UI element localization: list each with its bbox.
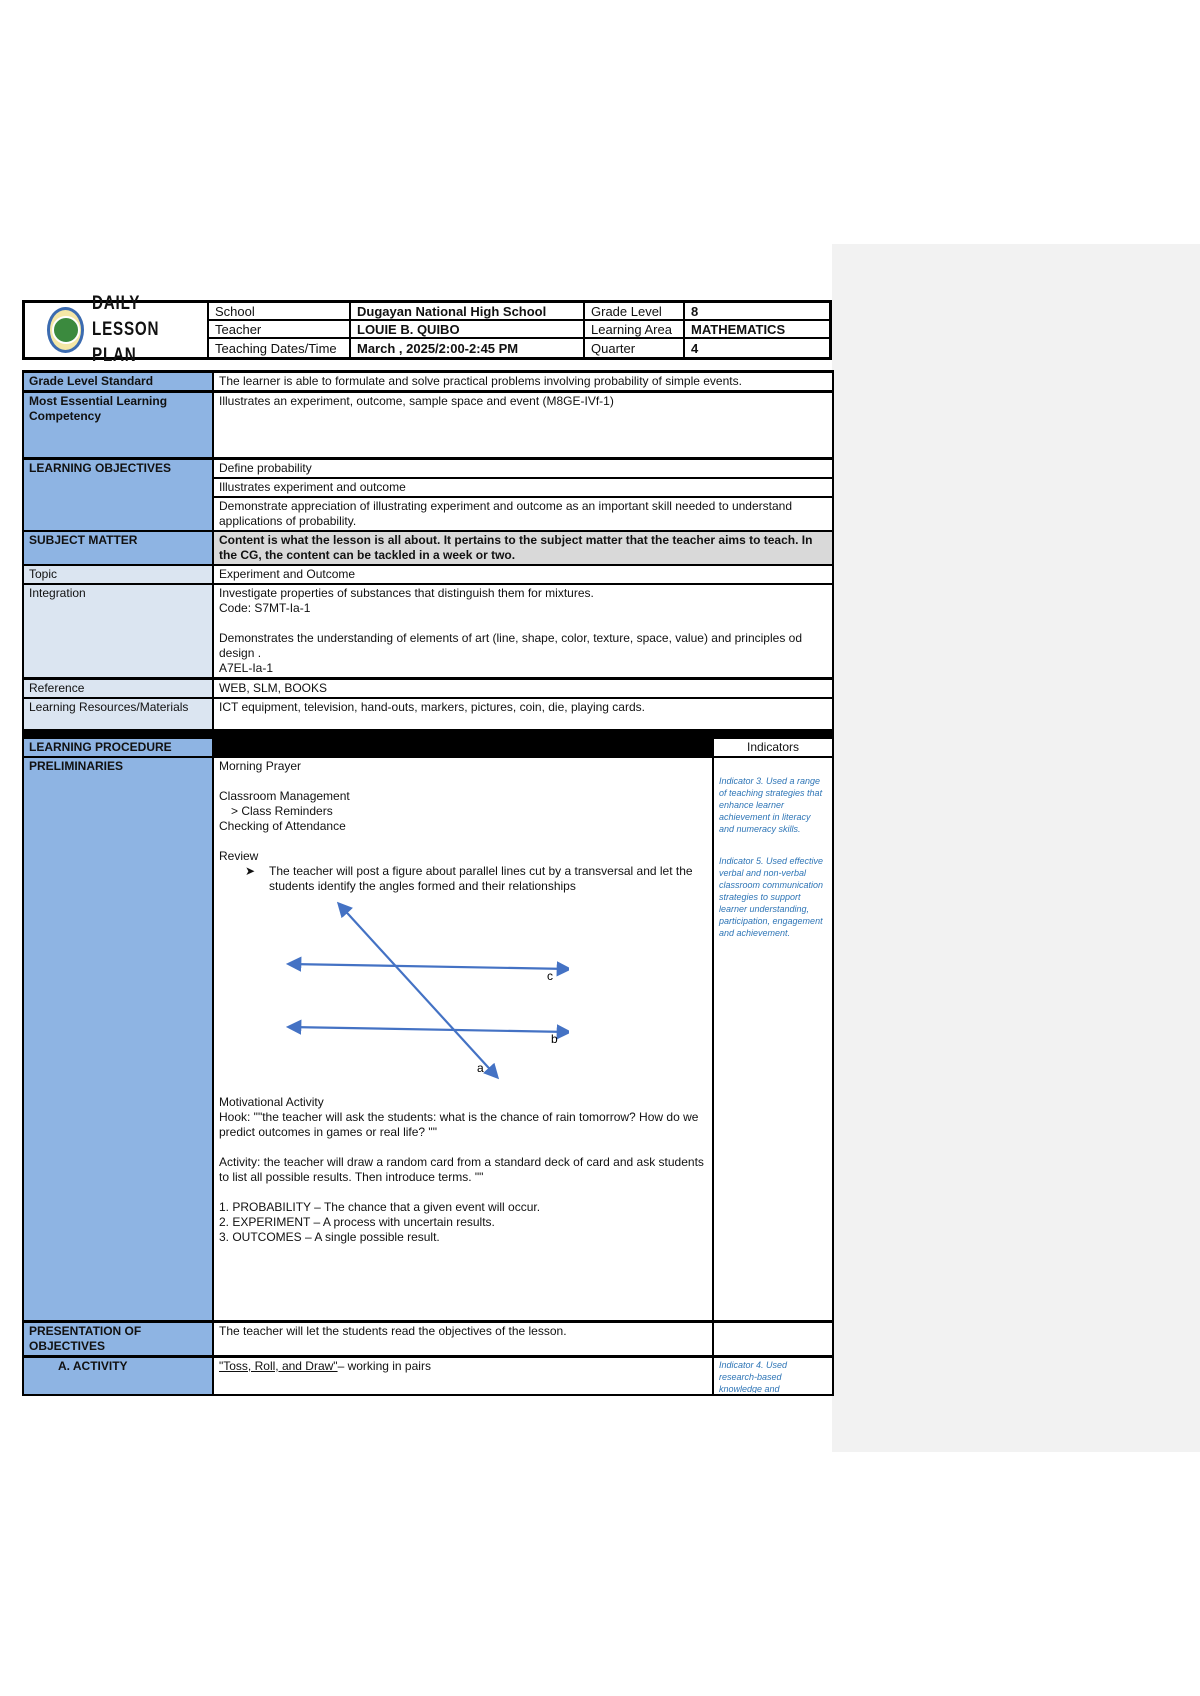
class-reminders-item	[219, 804, 707, 819]
classroom-management: Classroom Management	[219, 789, 350, 803]
topic-label: Topic	[23, 565, 213, 584]
procedure-label: LEARNING PROCEDURE	[23, 734, 213, 757]
topic-value: Experiment and Outcome	[213, 565, 833, 584]
presentation-row	[23, 1322, 833, 1357]
teacher-label: Teacher	[209, 321, 351, 339]
class-reminders: Class Reminders	[241, 804, 333, 818]
school-value: Dugayan National High School	[351, 303, 585, 321]
procedure-header-bar	[213, 734, 713, 757]
preliminaries-label: PRELIMINARIES	[23, 757, 213, 1322]
integration-label: Integration	[23, 584, 213, 679]
presentation-indicator	[713, 1322, 833, 1357]
integration-line: Code: S7MT-Ia-1	[219, 601, 311, 615]
hook-text: Hook: ""the teacher will ask the students: what is the chance of rain tomorrow? How do we predict outcomes in games or real life? ""	[219, 1110, 699, 1139]
subject-matter-row	[23, 531, 833, 565]
indicator-5: Indicator 5. Used effective verbal and non-verbal classroom communication strategies to support learner understanding, participation, engagement and achievement.	[719, 856, 824, 938]
label-b: b	[551, 1032, 558, 1046]
review-text: The teacher will post a figure about parallel lines cut by a transversal and let the students identify the angles formed and their relationships	[269, 864, 693, 893]
melc-row	[23, 392, 833, 459]
melc-label: Most Essential Learning Competency	[23, 392, 213, 459]
activity-text: Activity: the teacher will draw a random card from a standard deck of card and ask students to list all possible results. Then introduce terms. ""	[219, 1155, 704, 1184]
arrow-bullet-icon: ➤	[245, 864, 256, 878]
indicator-4: Indicator 4. Used research-based knowledge and	[719, 1360, 788, 1393]
integration-line: Investigate properties of substances that distinguish them for mixtures.	[219, 586, 594, 600]
learning-area-label: Learning Area	[585, 321, 685, 339]
resources-row	[23, 698, 833, 734]
title-line-2: LESSON PLAN	[92, 319, 160, 366]
preliminaries-row	[23, 757, 833, 1322]
reference-label: Reference	[23, 679, 213, 699]
motivational-heading: Motivational Activity	[219, 1095, 324, 1109]
school-label: School	[209, 303, 351, 321]
attendance: Checking of Attendance	[219, 819, 346, 833]
reference-row	[23, 679, 833, 699]
morning-prayer: Morning Prayer	[219, 759, 302, 773]
gls-text: The learner is able to formulate and solve practical problems involving probability of simple events.	[213, 372, 833, 392]
activity-cell	[213, 1357, 713, 1396]
indicator-3: Indicator 3. Used a range of teaching strategies that enhance learner achievement in literacy and numeracy skills.	[719, 776, 823, 834]
term-item: 1. PROBABILITY – The chance that a given event will occur.	[219, 1200, 541, 1214]
indicators-label: Indicators	[713, 734, 833, 757]
quarter-label: Quarter	[585, 339, 685, 357]
logo-cell	[25, 293, 207, 366]
procedure-header-row	[23, 734, 833, 757]
subject-matter-label: SUBJECT MATTER	[23, 531, 213, 565]
title-line-1: DAILY	[92, 293, 141, 314]
side-panel	[832, 244, 1200, 1452]
dates-label: Teaching Dates/Time	[209, 339, 351, 357]
integration-row	[23, 584, 833, 679]
topic-row	[23, 565, 833, 584]
integration-cell	[213, 584, 833, 679]
chevron-right-icon: >	[231, 804, 242, 818]
integration-line: A7EL-Ia-1	[219, 661, 274, 675]
header-block	[22, 293, 832, 366]
subject-matter-note: Content is what the lesson is all about. It pertains to the subject matter that the teacher aims to teach. In the CG, the content can be tackled in a week or two.	[213, 531, 833, 565]
grade-level-value: 8	[685, 303, 829, 321]
document-title	[92, 291, 184, 369]
parallel-lines-figure	[279, 900, 569, 1080]
term-item: 2. EXPERIMENT – A process with uncertain results.	[219, 1215, 495, 1229]
objectives-label: LEARNING OBJECTIVES	[23, 459, 213, 532]
transversal-a	[339, 904, 497, 1077]
objective-item: Demonstrate appreciation of illustrating experiment and outcome as an important skill needed to understand applications of probability.	[213, 497, 833, 531]
teacher-value: LOUIE B. QUIBO	[351, 321, 585, 339]
preliminaries-content	[213, 757, 713, 1322]
deped-seal-icon	[47, 307, 84, 353]
activity-rest: – working in pairs	[337, 1359, 431, 1373]
gls-label: Grade Level Standard	[23, 372, 213, 392]
activity-indicator-cell	[713, 1357, 833, 1396]
lesson-plan-document	[22, 293, 832, 1396]
learning-area-value: MATHEMATICS	[685, 321, 829, 339]
objective-item: Illustrates experiment and outcome	[213, 478, 833, 497]
line-c	[289, 964, 569, 969]
quarter-value: 4	[691, 340, 699, 356]
dates-value: March , 2025/2:00-2:45 PM	[351, 339, 585, 357]
activity-row	[23, 1357, 833, 1396]
resources-value: ICT equipment, television, hand-outs, markers, pictures, coin, die, playing cards.	[213, 698, 833, 734]
label-a: a	[477, 1061, 484, 1075]
objective-row	[23, 459, 833, 479]
reference-value: WEB, SLM, BOOKS	[213, 679, 833, 699]
melc-text: Illustrates an experiment, outcome, sample space and event (M8GE-IVf-1)	[213, 392, 833, 459]
objective-item: Define probability	[213, 459, 833, 479]
grade-level-label: Grade Level	[585, 303, 685, 321]
preliminaries-indicators	[713, 757, 833, 1322]
activity-title: "Toss, Roll, and Draw"	[219, 1359, 338, 1373]
activity-label: A. ACTIVITY	[23, 1357, 213, 1396]
label-c: c	[547, 969, 553, 983]
presentation-label: PRESENTATION OF OBJECTIVES	[23, 1322, 213, 1357]
lesson-table	[22, 370, 834, 1396]
gls-row	[23, 372, 833, 392]
review-heading: Review	[219, 849, 259, 863]
line-b	[289, 1027, 569, 1032]
term-item: 3. OUTCOMES – A single possible result.	[219, 1230, 440, 1244]
review-bullet	[245, 864, 707, 894]
resources-label: Learning Resources/Materials	[23, 698, 213, 734]
integration-line: Demonstrates the understanding of elements of art (line, shape, color, texture, space, value) and principles od design .	[219, 631, 802, 660]
header-info-grid	[207, 303, 829, 357]
presentation-text: The teacher will let the students read the objectives of the lesson.	[213, 1322, 713, 1357]
